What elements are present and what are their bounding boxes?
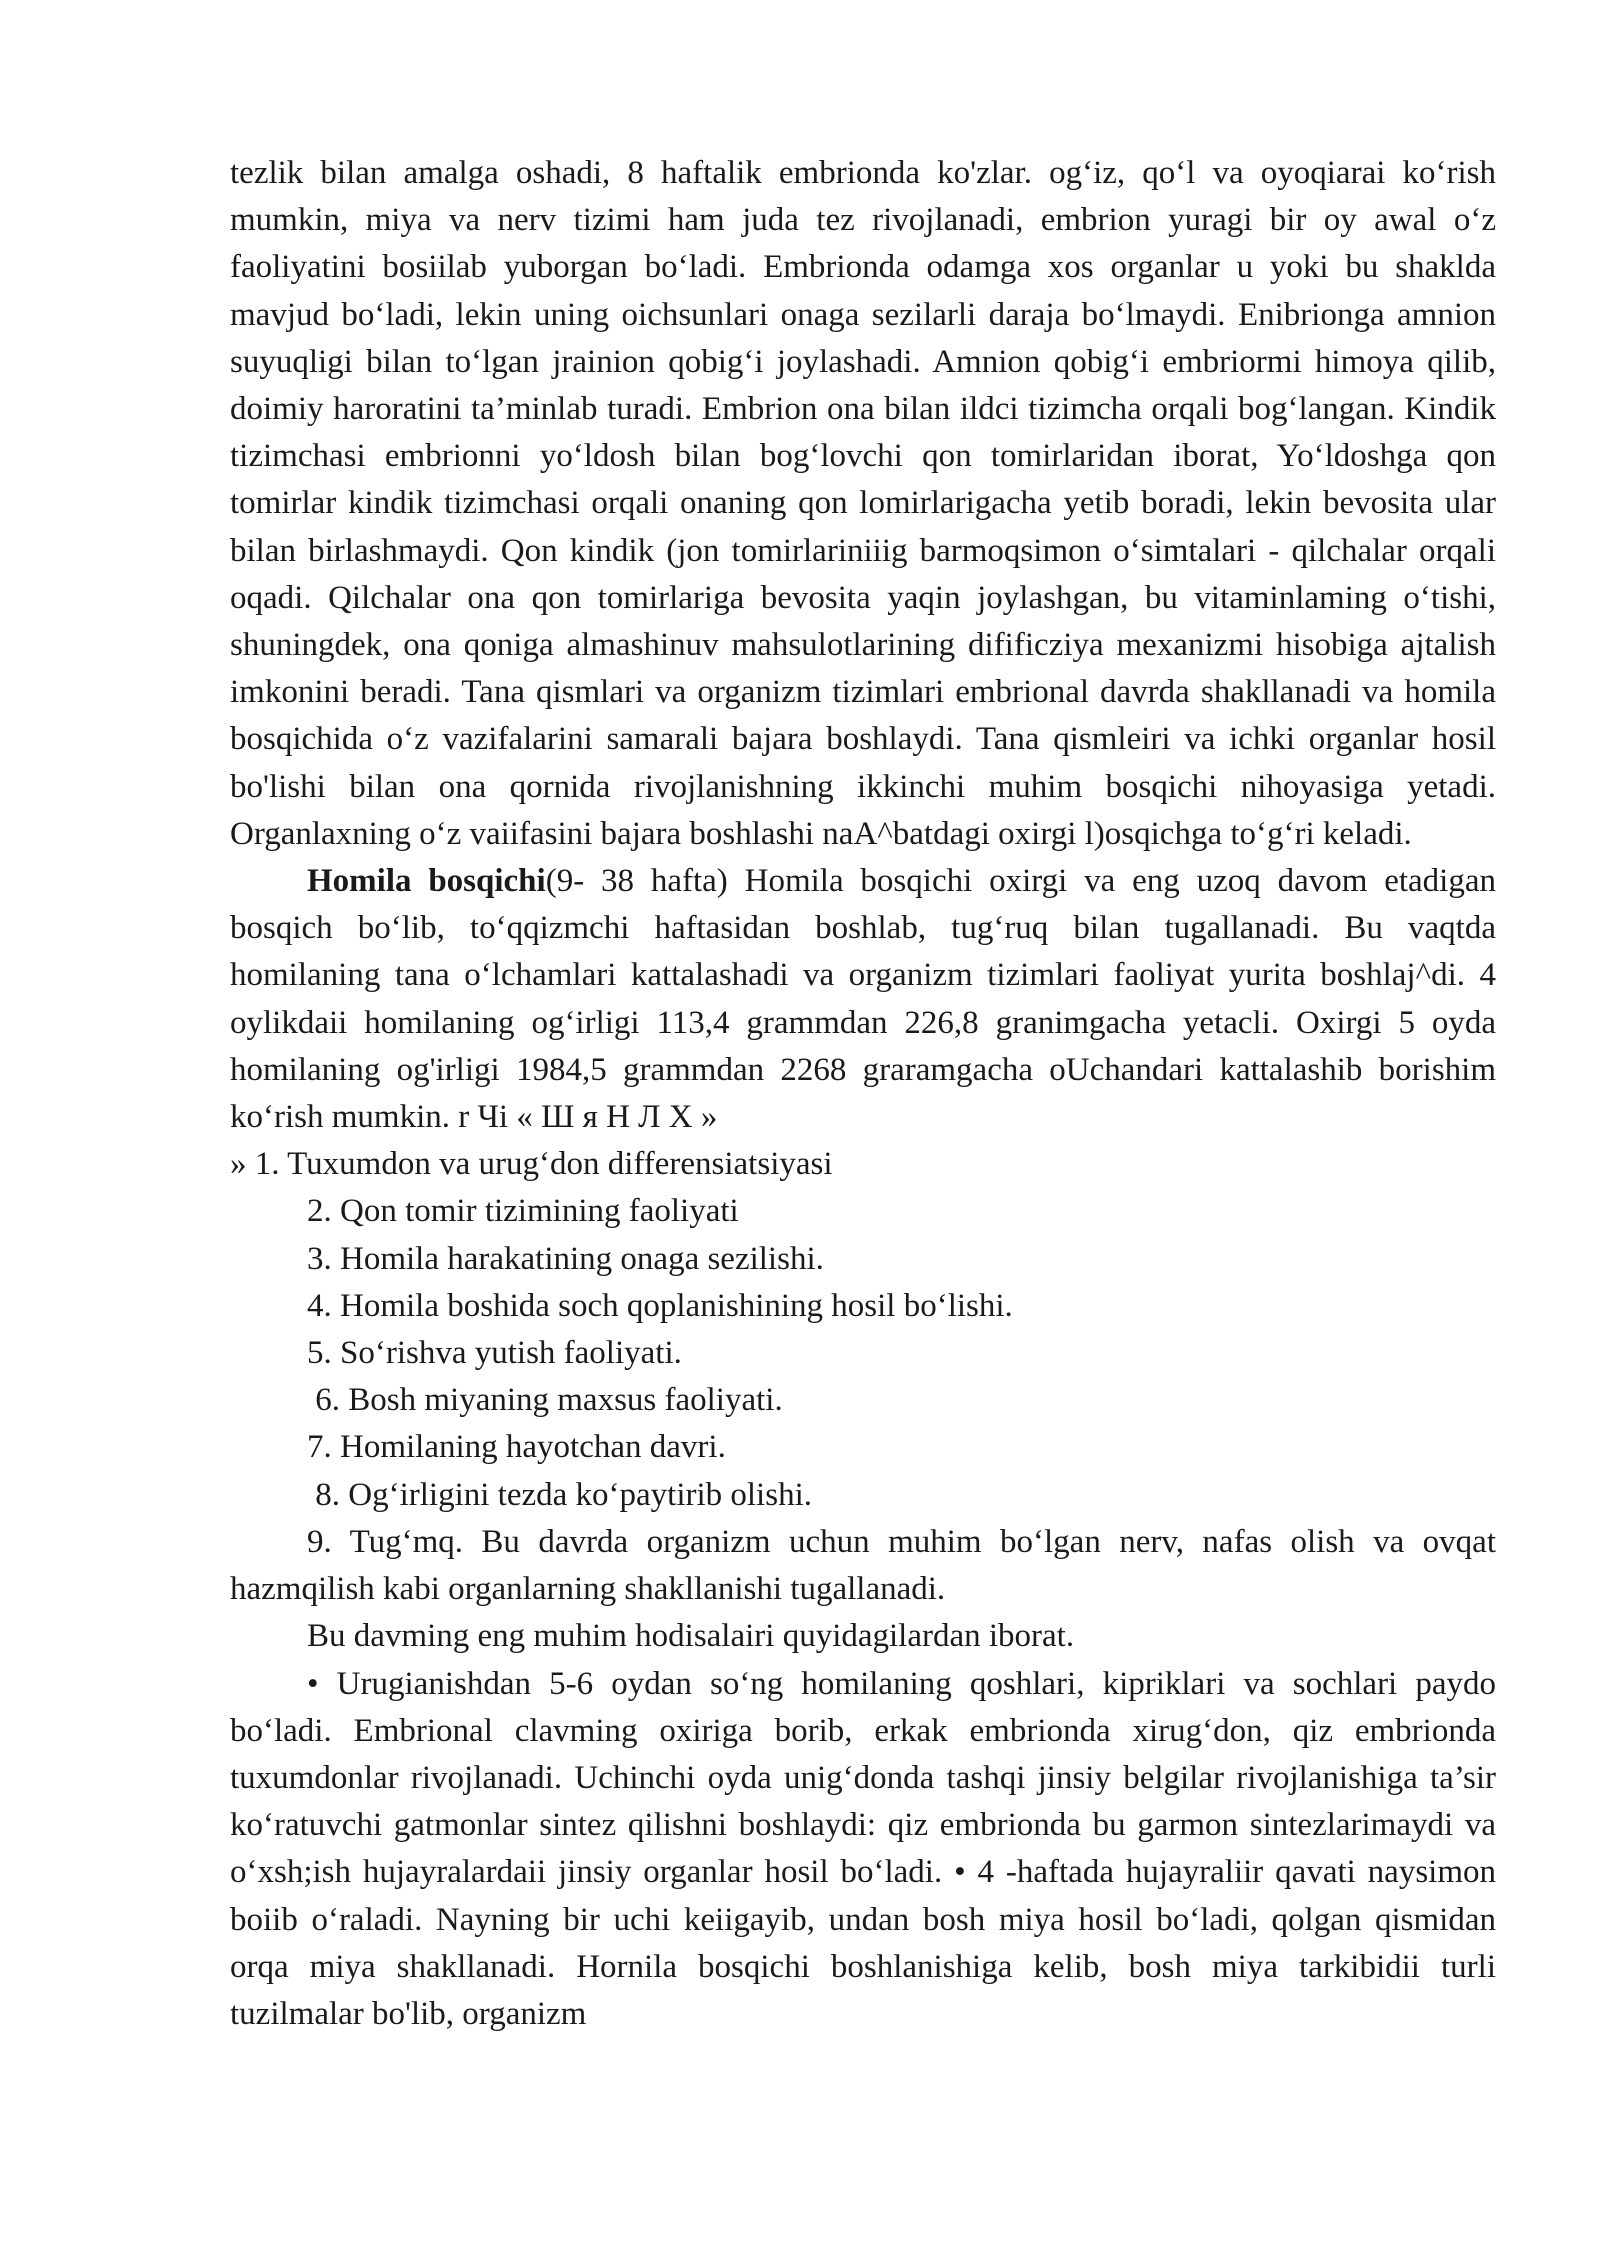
document-page — [230, 150, 1496, 2038]
paragraph-bullets: • Urugianishdan 5-6 oydan so‘ng homilaning qoshlari, kipriklari va sochlari paydo bo‘ladi. Embrional clavming oxiriga borib, erkak embrionda xirug‘don, qiz embrionda tuxumdonlar rivojlanadi. Uchinchi oyda unig‘donda tashqi jinsiy belgilar rivojlanishiga ta’sir ko‘ratuvchi gatmonlar sintez qilishni boshlaydi: qiz embrionda bu garmon sintezlarimaydi va o‘xsh;ish hujayralardaii jinsiy organlar hosil bo‘ladi. • 4 -haftada hujayraliir qavati naysimon boiib o‘raladi. Nayning bir uchi keiigayib, undan bosh miya hosil bo‘ladi, qolgan qismidan orqa miya shakllanadi. Hornila bosqichi boshlanishiga kelib, bosh miya tarkibidii turli tuzilmalar bo'lib, organizm — [230, 1665, 1496, 2032]
list-item-6: 6. Bosh miyaning maxsus faoliyati. — [307, 1382, 783, 1419]
list-lead-item: » 1. Tuxumdon va urug‘don differensiatsiyasi — [230, 1146, 833, 1183]
heading-homila-bosqichi: Homila bosqichi — [307, 863, 546, 900]
list-item-2: 2. Qon tomir tizimining faoliyati — [307, 1193, 739, 1230]
list-item-9: 9. Tug‘mq. Bu davrda organizm uchun muhim bo‘lgan nerv, nafas olish va ovqat hazmqilish kabi organlarning shakllanishi tugallanadi. — [230, 1523, 1496, 1608]
list-item-4: 4. Homila boshida soch qoplanishining hosil bo‘lishi. — [307, 1287, 1013, 1324]
list-item-5: 5. So‘rishva yutish faoliyati. — [307, 1335, 682, 1372]
list-item-8: 8. Og‘irligini tezda ko‘paytirib olishi. — [307, 1476, 812, 1513]
paragraph-embrion: tezlik bilan amalga oshadi, 8 haftalik embrionda ko'zlar. og‘iz, qo‘l va oyoqiarai ko‘rish mumkin, miya va nerv tizimi ham juda tez rivojlanadi, embrion yuragi bir oy awal o‘z faoliyatini bosiilab yuborgan bo‘ladi. Embrionda odamga xos organlar u yoki bu shaklda mavjud bo‘ladi, lekin uning oichsunlari onaga sezilarli daraja bo‘lmaydi. Enibrionga amnion suyuqligi bilan to‘lgan jrainion qobig‘i joylashadi. Amnion qobig‘i embriormi himoya qilib, doimiy haroratini ta’minlab turadi. Embrion ona bilan ildci tizimcha orqali bog‘langan. Kindik tizimchasi embrionni yo‘ldosh bilan bog‘lovchi qon tomirlaridan iborat, Yo‘ldoshga qon tomirlar kindik tizimchasi orqali onaning qon lomirlarigacha yetib boradi, lekin bevosita ular bilan birlashmaydi. Qon kindik (jon tomirlariniiig barmoqsimon o‘simtalari - qilchalar orqali oqadi. Qilchalar ona qon tomirlariga bevosita yaqin joylashgan, bu vitaminlaming o‘tishi, shuningdek, ona qoniga almashinuv mahsulotlarining difificziya mexanizmi hisobiga ajtalish imkonini beradi. Tana qismlari va organizm tizimlari embrional davrda shakllanadi va homila bosqichida o‘z vazifalarini samarali bajara boshlaydi. Tana qismleiri va ichki organlar hosil bo'lishi bilan ona qornida rivojlanishning ikkinchi muhim bosqichi nihoyasiga yetadi. Organlaxning o‘z vaiifasini bajara boshlashi naA^batdagi oxirgi l)osqichga to‘g‘ri keladi. — [230, 155, 1496, 852]
paragraph-homila-bosqichi — [230, 858, 1496, 1141]
paragraph-homila-text: (9- 38 hafta) Homila bosqichi oxirgi va eng uzoq davom etadigan bosqich bo‘lib, to‘qqizmchi haftasidan boshlab, tug‘ruq bilan tugallanadi. Bu vaqtda homilaning tana o‘lchamlari kattalashadi va organizm tizimlari faoliyat yurita boshlaj^di. 4 oylikdaii homilaning og‘irligi 113,4 grammdan 226,8 granimgacha yetacli. Oxirgi 5 oyda homilaning og'irligi 1984,5 grammdan 2268 graramgacha oUchandari kattalashib borishim ko‘rish mumkin. r Чi « Ш я H Л X » — [230, 863, 1496, 1136]
paragraph-hodisalar: Bu davming eng muhim hodisalairi quyidagilardan iborat. — [307, 1618, 1075, 1655]
list-item-7: 7. Homilaning hayotchan davri. — [307, 1429, 726, 1466]
list-item-3: 3. Homila harakatining onaga sezilishi. — [307, 1240, 824, 1277]
